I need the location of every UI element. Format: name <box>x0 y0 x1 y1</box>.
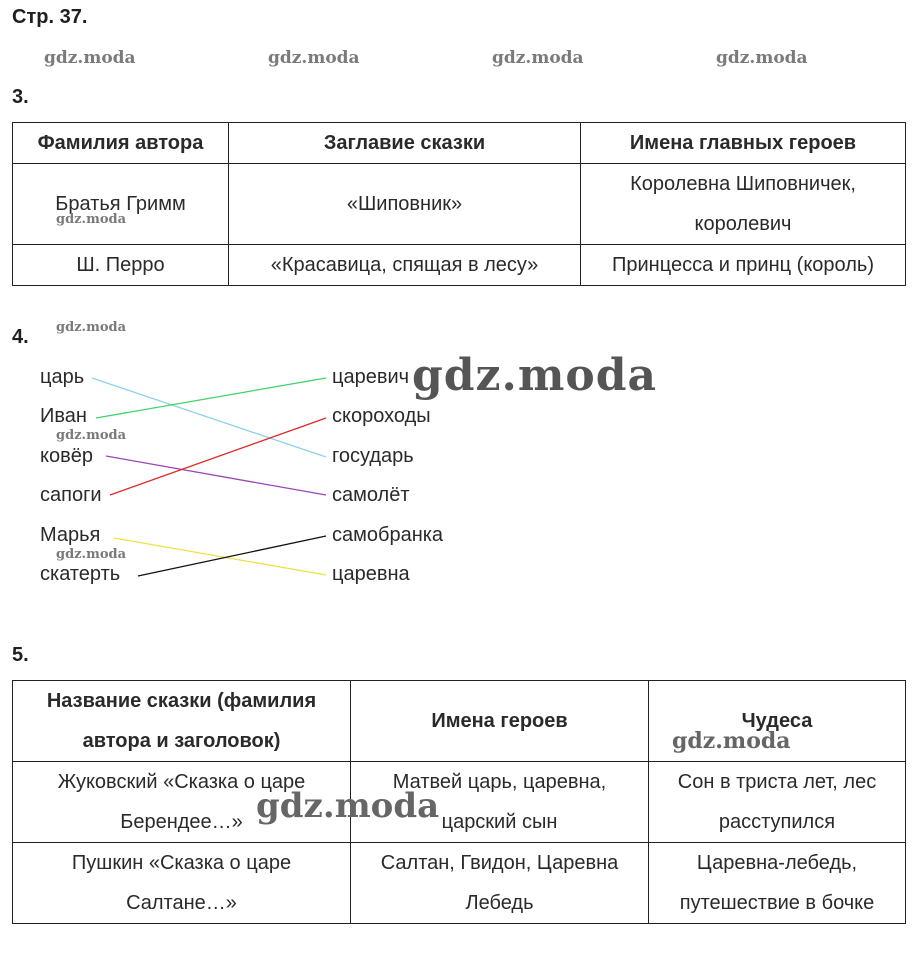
watermark: gdz.moda <box>716 48 808 68</box>
header-cell: Имена героев <box>351 681 649 762</box>
table-row <box>13 843 906 924</box>
watermark: gdz.moda <box>56 428 127 443</box>
matching-line <box>114 538 326 575</box>
left-word: царь <box>40 366 85 388</box>
table-cell: Царевна-лебедь, путешествие в бочке <box>649 843 906 924</box>
table-cell: Пушкин «Сказка о царе Салтане…» <box>13 843 351 924</box>
matching-line <box>96 378 326 418</box>
watermark: gdz.moda <box>56 320 127 335</box>
right-word: самолёт <box>332 484 410 506</box>
table-tales <box>12 680 906 924</box>
header-cell: Чудеса <box>649 681 906 762</box>
watermark: gdz.moda <box>56 547 127 562</box>
matching-line <box>92 378 326 457</box>
section-3-number: 3. <box>12 86 29 108</box>
header-cell: Имена главных героев <box>581 123 906 164</box>
table-cell: Сон в триста лет, лес расступился <box>649 762 906 843</box>
header-cell: Заглавие сказки <box>229 123 581 164</box>
section-4-number: 4. <box>12 326 29 348</box>
left-word: Иван <box>40 405 87 427</box>
left-word: сапоги <box>40 484 102 506</box>
table-row <box>13 762 906 843</box>
section-5-number: 5. <box>12 644 29 666</box>
page-label: Стр. 37. <box>12 6 88 28</box>
matching-line <box>106 456 326 495</box>
watermark: gdz.moda <box>672 728 791 754</box>
watermark: gdz.moda <box>256 786 440 826</box>
left-word: ковёр <box>40 445 93 467</box>
header-cell: Название сказки (фамилия автора и заголовок) <box>13 681 351 762</box>
right-word: царевич <box>332 366 410 388</box>
table-cell: Братья Гримм <box>13 164 229 245</box>
table-cell: Королевна Шиповничек, королевич <box>581 164 906 245</box>
right-word: царевна <box>332 563 410 585</box>
right-word: самобранка <box>332 524 444 546</box>
right-word: скороходы <box>332 405 431 427</box>
watermark: gdz.moda <box>412 350 658 401</box>
watermark: gdz.moda <box>492 48 584 68</box>
watermark: gdz.moda <box>44 48 136 68</box>
left-word: скатерть <box>40 563 121 585</box>
left-word: Марья <box>40 524 101 546</box>
watermark: gdz.moda <box>268 48 360 68</box>
header-cell: Фамилия автора <box>13 123 229 164</box>
table-cell: Матвей царь, царевна, царский сын <box>351 762 649 843</box>
table-cell: Ш. Перро <box>13 245 229 286</box>
table-cell: «Красавица, спящая в лесу» <box>229 245 581 286</box>
table-cell: Салтан, Гвидон, Царевна Лебедь <box>351 843 649 924</box>
watermark: gdz.moda <box>56 212 127 227</box>
table-cell: «Шиповник» <box>229 164 581 245</box>
matching-line <box>110 418 326 495</box>
table-cell: Жуковский «Сказка о царе Берендее…» <box>13 762 351 843</box>
right-word: государь <box>332 445 414 467</box>
table-cell: Принцесса и принц (король) <box>581 245 906 286</box>
